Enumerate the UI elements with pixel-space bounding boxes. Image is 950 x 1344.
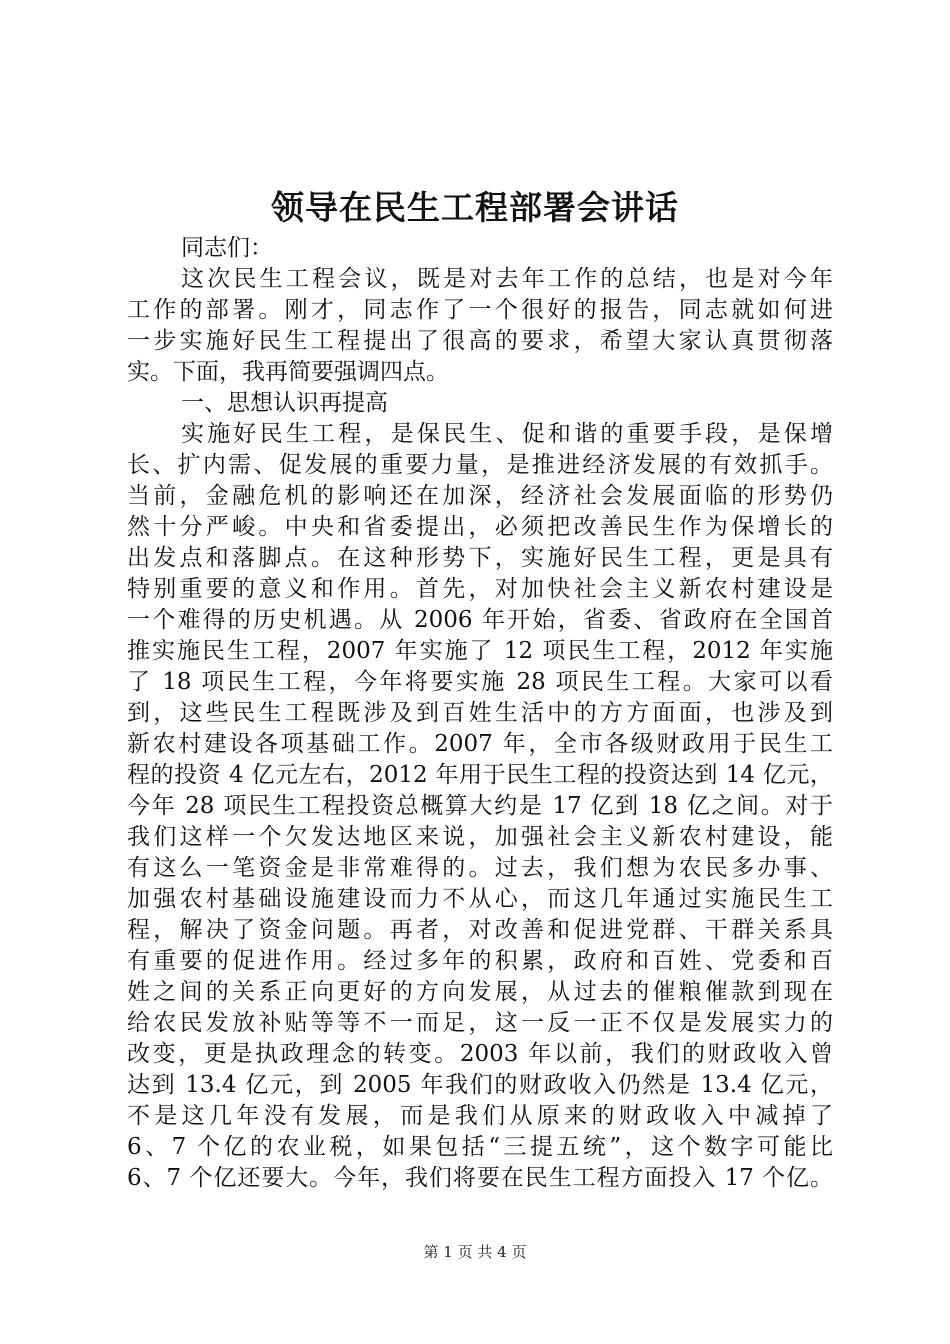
paragraph-line: 推实施民生工程，2007 年实施了 12 项民生工程，2012 年实施 [127,638,833,664]
paragraph-line: 6、7 个亿的农业税，如果包括“三提五统”，这个数字可能比 [127,1134,833,1160]
paragraph-line: 当前，金融危机的影响还在加深，经济社会发展面临的形势仍 [127,483,833,509]
paragraph-line: 特别重要的意义和作用。首先，对加快社会主义新农村建设是 [127,576,833,602]
paragraph-line: 程，解决了资金问题。再者，对改善和促进党群、干群关系具 [127,917,833,943]
paragraph-line: 然十分严峻。中央和省委提出，必须把改善民生作为保增长的 [127,514,833,540]
paragraph-line: 新农村建设各项基础工作。2007 年，全市各级财政用于民生工 [127,731,833,757]
paragraph-line: 程的投资 4 亿元左右，2012 年用于民生工程的投资达到 14 亿元， [127,762,833,788]
page-number-footer: 第 1 页 共 4 页 [423,1243,527,1261]
paragraph-line: 有这么一笔资金是非常难得的。过去，我们想为农民多办事、 [127,855,833,881]
paragraph-line: 到，这些民生工程既涉及到百姓生活中的方方面面，也涉及到 [127,700,833,726]
paragraph-line: 加强农村基础设施建设而力不从心，而这几年通过实施民生工 [127,886,833,912]
paragraph-line: 有重要的促进作用。经过多年的积累，政府和百姓、党委和百 [127,948,833,974]
paragraph-line: 工作的部署。刚才，同志作了一个很好的报告，同志就如何进 [127,297,833,323]
salutation-line: 同志们： [181,235,273,261]
paragraph-line: 不是这几年没有发展，而是我们从原来的财政收入中减掉了 [127,1103,833,1129]
paragraph-line: 长、扩内需、促发展的重要力量，是推进经济发展的有效抓手。 [127,452,833,478]
paragraph-line: 姓之间的关系正向更好的方向发展，从过去的催粮催款到现在 [127,979,833,1005]
paragraph-line: 一个难得的历史机遇。从 2006 年开始，省委、省政府在全国首 [127,607,833,633]
paragraph-line: 给农民发放补贴等等不一而足，这一反一正不仅是发展实力的 [127,1010,833,1036]
paragraph-line: 我们这样一个欠发达地区来说，加强社会主义新农村建设，能 [127,824,833,850]
paragraph-line: 实施好民生工程，是保民生、促和谐的重要手段，是保增 [181,421,833,447]
paragraph-line: 今年 28 项民生工程投资总概算大约是 17 亿到 18 亿之间。对于 [127,793,833,819]
paragraph-line: 实。下面，我再简要强调四点。 [127,359,449,385]
section-heading: 一、思想认识再提高 [181,390,388,416]
document-body [127,233,833,1194]
paragraph-line: 6、7 个亿还要大。今年，我们将要在民生工程方面投入 17 个亿。 [127,1165,833,1191]
paragraph-line: 这次民生工程会议，既是对去年工作的总结，也是对今年 [181,266,833,292]
document-title: 领导在民生工程部署会讲话 [271,188,679,227]
paragraph-line: 一步实施好民生工程提出了很高的要求，希望大家认真贯彻落 [127,328,833,354]
paragraph-line: 达到 13.4 亿元，到 2005 年我们的财政收入仍然是 13.4 亿元， [127,1072,833,1098]
paragraph-line: 改变，更是执政理念的转变。2003 年以前，我们的财政收入曾 [127,1041,833,1067]
paragraph-line: 出发点和落脚点。在这种形势下，实施好民生工程，更是具有 [127,545,833,571]
paragraph-line: 了 18 项民生工程，今年将要实施 28 项民生工程。大家可以看 [127,669,833,695]
